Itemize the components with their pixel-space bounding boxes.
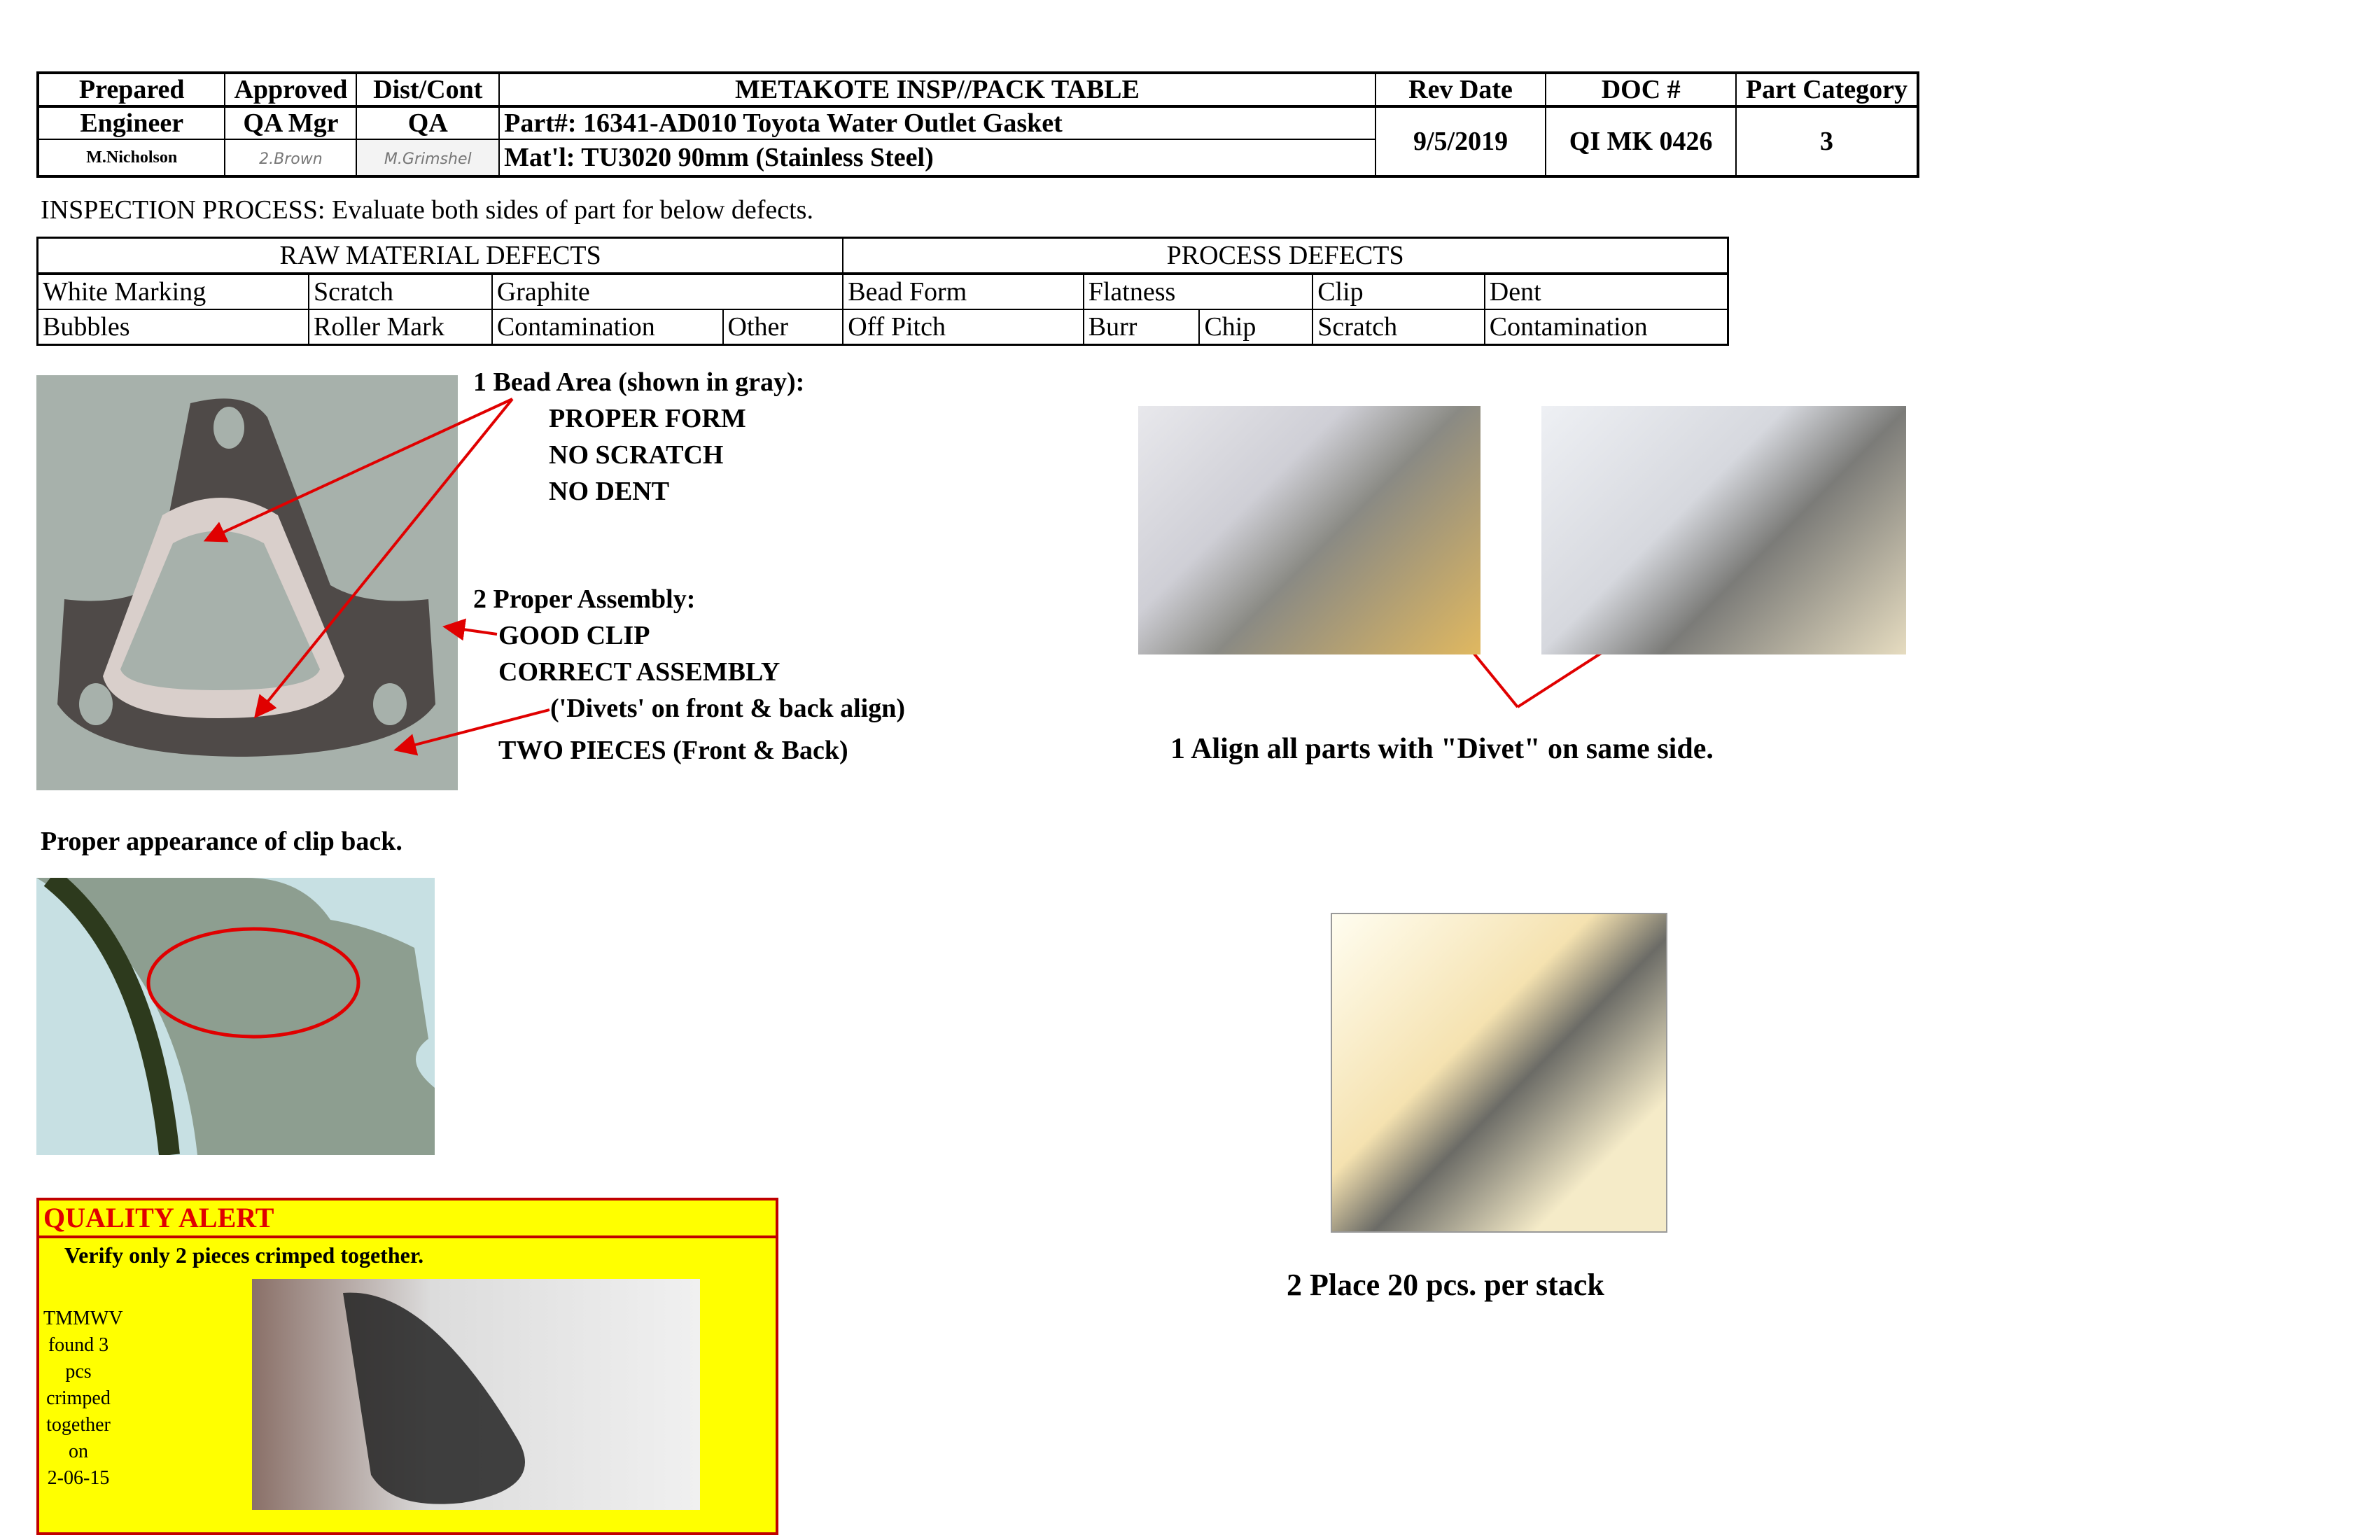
defect-bead-form: Bead Form <box>843 274 1083 309</box>
assembly-divets-note: ('Divets' on front & back align) <box>550 694 906 723</box>
material: Mat'l: TU3020 90mm (Stainless Steel) <box>499 139 1376 176</box>
defect-bubbles: Bubbles <box>38 309 309 344</box>
defect-roller-mark: Roller Mark <box>309 309 492 344</box>
align-photo-fanned <box>1138 406 1480 654</box>
defect-other: Other <box>723 309 844 344</box>
assembly-two-pieces: TWO PIECES (Front & Back) <box>498 736 848 765</box>
prepared-label: Prepared <box>38 73 225 106</box>
rev-date-value: 9/5/2019 <box>1376 106 1546 176</box>
assembly-good-clip: GOOD CLIP <box>498 621 650 650</box>
clip-back-photo <box>36 878 435 1155</box>
dist-cont-label: Dist/Cont <box>356 73 499 106</box>
role-qa-mgr: QA Mgr <box>225 106 356 139</box>
clip-back-caption: Proper appearance of clip back. <box>41 827 402 856</box>
defect-chip: Chip <box>1199 309 1312 344</box>
inspection-process-text: INSPECTION PROCESS: Evaluate both sides of part for below defects. <box>41 195 813 225</box>
engineer-name: M.Nicholson <box>38 139 225 176</box>
side-note-line: 2-06-15 <box>47 1467 110 1489</box>
part-number: Part#: 16341-AD010 Toyota Water Outlet Gasket <box>499 106 1376 139</box>
doc-number-value: QI MK 0426 <box>1546 106 1736 176</box>
bead-area-title: 1 Bead Area (shown in gray): <box>473 368 805 397</box>
crimped-pieces-photo <box>252 1279 700 1510</box>
qa-signature: M.Grimshel <box>384 150 472 168</box>
defect-off-pitch: Off Pitch <box>843 309 1083 344</box>
side-note-line: together on <box>46 1414 111 1462</box>
align-photo-stacked <box>1541 406 1906 654</box>
side-note-line: crimped <box>46 1387 111 1409</box>
role-engineer: Engineer <box>38 106 225 139</box>
approved-label: Approved <box>225 73 356 106</box>
quality-alert-box <box>36 1198 778 1535</box>
document-title: METAKOTE INSP//PACK TABLE <box>499 73 1376 106</box>
defect-flatness: Flatness <box>1084 274 1312 309</box>
bead-item-no-dent: NO DENT <box>549 477 670 506</box>
part-category-value: 3 <box>1736 106 1918 176</box>
side-note-line: found 3 pcs <box>48 1334 109 1382</box>
process-defects-header: PROCESS DEFECTS <box>843 238 1728 274</box>
quality-alert-side-note <box>43 1306 123 1492</box>
raw-material-defects-header: RAW MATERIAL DEFECTS <box>38 238 844 274</box>
defect-contamination-raw: Contamination <box>492 309 723 344</box>
defect-scratch: Scratch <box>309 274 492 309</box>
role-qa: QA <box>356 106 499 139</box>
side-note-line: TMMWV <box>43 1308 123 1329</box>
defect-dent: Dent <box>1485 274 1728 309</box>
stack-caption: 2 Place 20 pcs. per stack <box>1287 1268 1604 1302</box>
quality-alert-title: QUALITY ALERT <box>39 1200 776 1238</box>
defect-scratch-process: Scratch <box>1312 309 1485 344</box>
assembly-title: 2 Proper Assembly: <box>473 584 696 614</box>
part-category-label: Part Category <box>1736 73 1918 106</box>
defect-burr: Burr <box>1084 309 1200 344</box>
bead-item-proper-form: PROPER FORM <box>549 404 746 433</box>
defect-clip: Clip <box>1312 274 1485 309</box>
bead-item-no-scratch: NO SCRATCH <box>549 440 724 470</box>
align-caption: 1 Align all parts with "Divet" on same side. <box>1170 733 1714 765</box>
defect-contamination-process: Contamination <box>1485 309 1728 344</box>
doc-number-label: DOC # <box>1546 73 1736 106</box>
stack-photo <box>1331 913 1667 1233</box>
rev-date-label: Rev Date <box>1376 73 1546 106</box>
defect-graphite: Graphite <box>492 274 843 309</box>
quality-alert-message: Verify only 2 pieces crimped together. <box>64 1242 424 1268</box>
qa-mgr-signature: 2.Brown <box>259 150 323 168</box>
defect-white-marking: White Marking <box>38 274 309 309</box>
assembly-correct: CORRECT ASSEMBLY <box>498 657 780 687</box>
